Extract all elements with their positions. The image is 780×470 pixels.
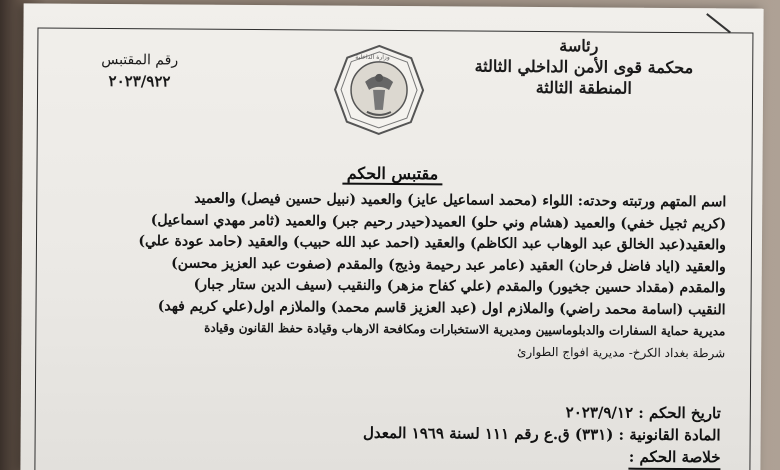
legal-article: (٣٣١) ق.ع رقم ١١١ لسنة ١٩٦٩ المعدل — [363, 423, 614, 444]
reference-label: رقم المقتبس — [101, 51, 179, 69]
region-name: المنطقة الثالثة — [535, 77, 632, 98]
presidency-line: رئاسة — [559, 36, 599, 56]
reference-block — [101, 52, 178, 91]
body-line: مديرية حماية السفارات والدبلوماسيين ومديرية الاستخبارات ومكافحة الارهاب وقيادة حفظ القانون وقيادة — [204, 320, 726, 339]
body-line: والمقدم (مقداد حسين جخيور) والمقدم (علي كفاح مزهر) والنقيب (سيف الدين ستار جبار) — [193, 276, 726, 297]
pen-mark — [706, 13, 731, 33]
document-page — [20, 3, 763, 470]
legal-article-label: المادة القانونية : — [618, 425, 721, 445]
verdict-date-row — [363, 400, 721, 424]
summary-row — [363, 444, 721, 470]
reference-number: ٢٠٢٣/٩٢٢ — [108, 72, 171, 91]
court-name: محكمة قوى الأمن الداخلي الثالثة — [474, 56, 694, 78]
body-line: والعقيد (اياد فاضل فرحان) العقيد (عامر عبد رحيمة وذيج) والمقدم (صفوت عبد العزيز محسن) — [171, 254, 726, 275]
legal-article-row — [363, 422, 721, 446]
body-line: اسم المتهم ورتبته وحدته: اللواء (محمد اسماعيل عايز) والعميد (نبيل حسين فيصل) والعميد — [194, 190, 727, 211]
body-line: والعقيد(عبد الخالق عبد الوهاب عبد الكاظم) والعقيد (احمد عبد الله حبيب) والعقيد (حامد عودة علي) — [138, 233, 727, 254]
body-line: شرطة بغداد الكرخ- مديرية افواج الطوارئ — [516, 344, 726, 360]
body-line: (كريم ثجيل خفي) والعميد (هشام وني حلو) العميد(حيدر رحيم جبر) والعميد (ثامر مهدي اسماعيل) — [150, 211, 727, 232]
document-title: مقتبس الحكم — [22, 161, 762, 185]
seal-text: وزارة الداخلية — [355, 53, 390, 61]
summary-label: خلاصة الحكم : — [629, 446, 721, 470]
ministry-seal-icon — [333, 44, 426, 137]
body-line: النقيب (اسامة محمد راضي) والملازم اول (عبد العزيز قاسم محمد) والملازم اول(علي كريم فهد) — [157, 297, 726, 318]
issuer-header — [474, 35, 693, 100]
accused-list — [73, 188, 726, 365]
verdict-date-label: تاريخ الحكم : — [638, 403, 721, 423]
verdict-date: ٢٠٢٣/٩/١٢ — [565, 403, 634, 422]
verdict-meta — [363, 400, 721, 470]
